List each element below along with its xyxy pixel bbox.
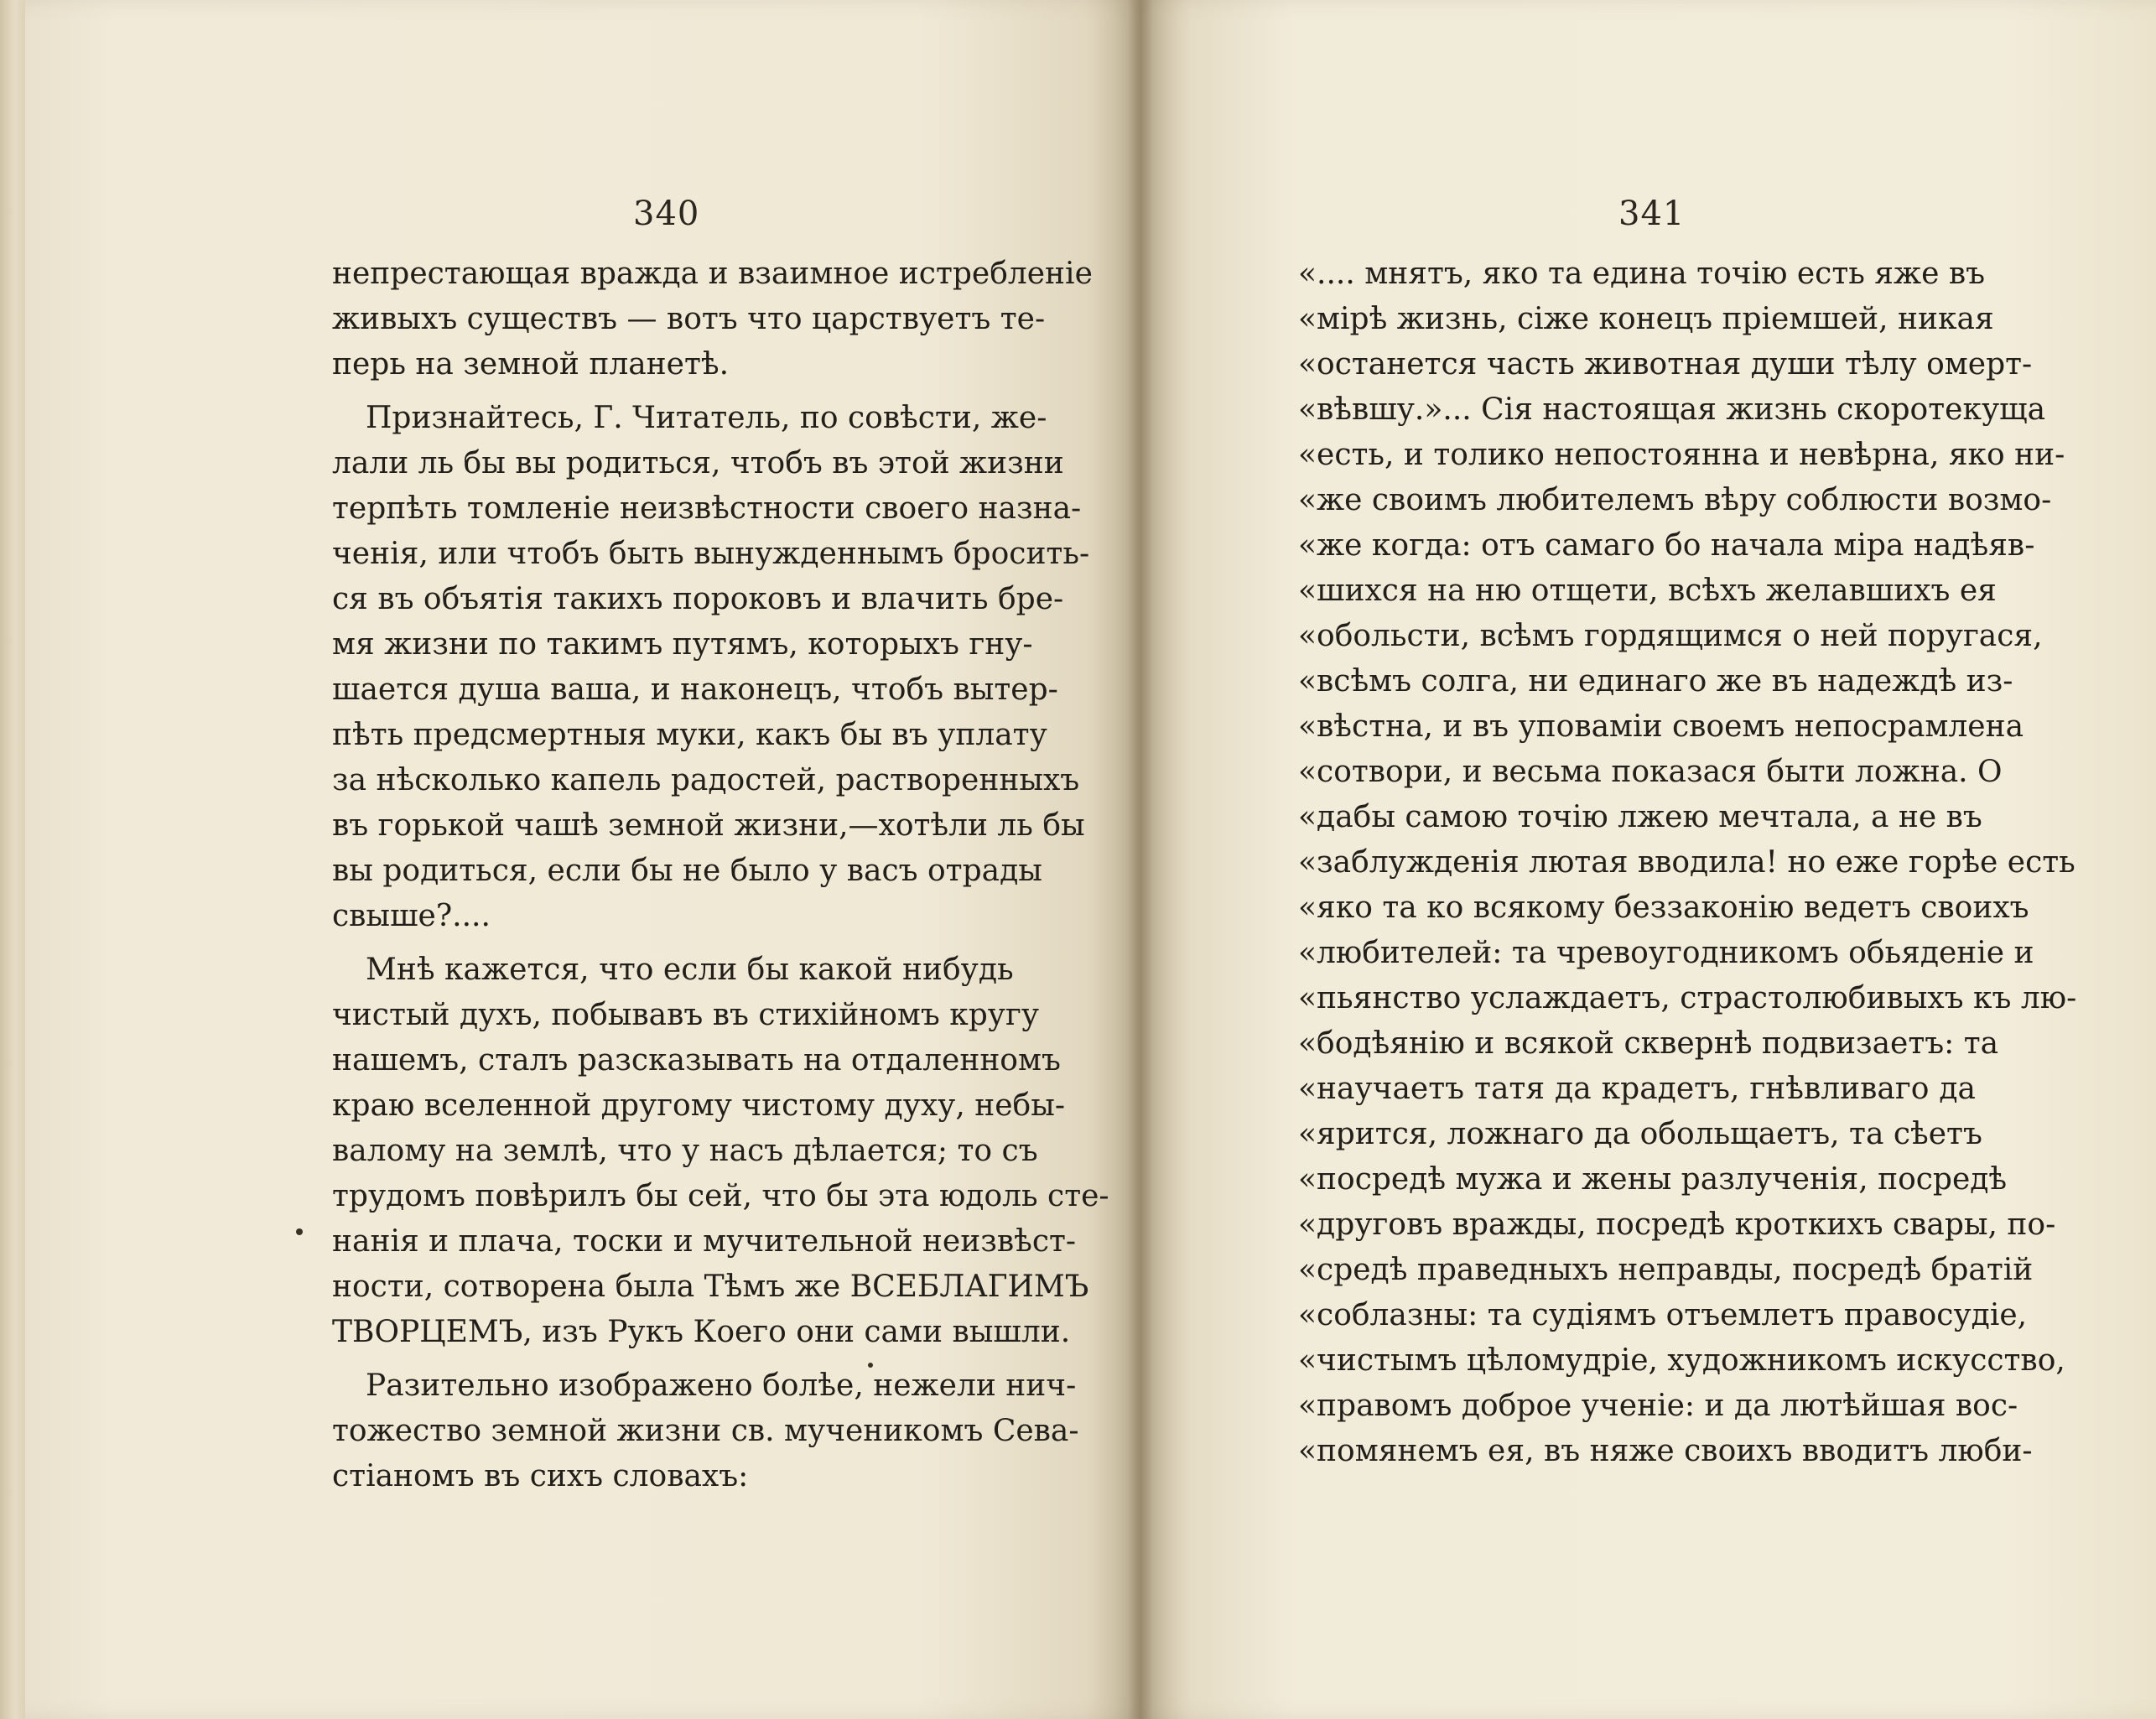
text-line: «научаетъ татя да крадетъ, гнѣвливаго да (1298, 1072, 1976, 1106)
text-line: «помянемъ ея, въ няже своихъ вводитъ люби- (1298, 1434, 2033, 1468)
ink-speck (296, 1228, 303, 1235)
text-line: свыше?.... (332, 899, 491, 933)
text-line: ТВОРЦЕМЪ, изъ Рукъ Коего они сами вышли. (332, 1315, 1071, 1349)
text-line: «же своимъ любителемъ вѣру соблюсти возмо- (1298, 483, 2052, 517)
text-line: «вѣстна, и въ уповаміи своемъ непосрамлена (1298, 709, 2024, 744)
text-line: «друговъ вражды, посредѣ кроткихъ свары, по- (1298, 1207, 2056, 1242)
right-page-number: 341 (1618, 195, 1686, 233)
text-line: ся въ объятія такихъ пороковъ и влачить бре- (332, 582, 1064, 616)
paragraph-gap (332, 1355, 1011, 1363)
text-line: «бодѣянію и всякой сквернѣ подвизаетъ: та (1298, 1026, 1999, 1061)
paragraph-gap (332, 387, 1011, 396)
text-line: краю вселенной другому чистому духу, небы- (332, 1088, 1066, 1123)
text-line: тожество земной жизни св. мученикомъ Сева- (332, 1414, 1079, 1448)
text-line: «сотвори, и весьма показася быти ложна. О (1298, 755, 2003, 789)
text-line: мя жизни по такимъ путямъ, которыхъ гну- (332, 627, 1033, 662)
ink-speck (868, 1363, 873, 1368)
text-line: «соблазны: та судіямъ отъемлетъ правосудіе, (1298, 1298, 2028, 1332)
text-line: «мірѣ жизнь, сіже конецъ пріемшей, никая (1298, 302, 1994, 336)
text-line: «всѣмъ солга, ни единаго же въ надеждѣ из- (1298, 664, 2013, 699)
text-line: нанія и плача, тоски и мучительной неизвѣст- (332, 1224, 1077, 1259)
text-line: ности, сотворена была Тѣмъ же ВСЕБЛАГИМЪ (332, 1270, 1089, 1304)
text-line: «правомъ доброе ученіе: и да лютѣйшая вос- (1298, 1389, 2018, 1423)
left-page-text (332, 252, 1109, 1499)
text-line: «заблужденія лютая вводила! но еже горѣе есть (1298, 845, 2075, 880)
text-line: «есть, и толико непостоянна и невѣрна, яко ни- (1298, 438, 2065, 472)
text-line: «чистымъ цѣломудріе, художникомъ искусство, (1298, 1343, 2065, 1378)
text-line: «средѣ праведныхъ неправды, посредѣ братій (1298, 1253, 2034, 1287)
paragraph-gap (332, 939, 1011, 948)
text-line: нашемъ, сталъ разсказывать на отдаленномъ (332, 1043, 1061, 1078)
text-line: «пьянство услаждаетъ, страстолюбивыхъ къ лю- (1298, 981, 2077, 1015)
text-line: Признайтесь, Г. Читатель, по совѣсти, же- (366, 401, 1047, 435)
book-gutter (1128, 0, 1153, 1719)
left-page (25, 0, 1140, 1719)
text-line: «.... мнятъ, яко та едина точію есть яже въ (1298, 257, 1986, 291)
text-line: непрестающая вражда и взаимное истребленіе (332, 257, 1093, 291)
right-page (1140, 0, 2156, 1719)
text-line: за нѣсколько капель радостей, растворенныхъ (332, 763, 1080, 797)
text-line: «ярится, ложнаго да обольщаетъ, та сѣетъ (1298, 1117, 1982, 1151)
text-line: «шихся на ню отщети, всѣхъ желавшихъ ея (1298, 574, 1997, 608)
text-line: Разительно изображено болѣе, нежели нич- (366, 1368, 1077, 1403)
text-line: терпѣть томленіе неизвѣстности своего назна- (332, 491, 1082, 526)
text-line: живыхъ существъ — вотъ что царствуетъ те- (332, 302, 1046, 336)
text-line: стіаномъ въ сихъ словахъ: (332, 1459, 749, 1493)
text-line: «яко та ко всякому беззаконію ведетъ своихъ (1298, 891, 2029, 925)
text-line: ченія, или чтобъ быть вынужденнымъ бросить- (332, 537, 1090, 571)
text-line: перь на земной планетѣ. (332, 347, 730, 382)
left-page-number: 340 (633, 195, 700, 233)
text-line: пѣть предсмертныя муки, какъ бы въ уплату (332, 718, 1047, 752)
text-line: шается душа ваша, и наконецъ, чтобъ вытер- (332, 673, 1058, 707)
text-line: лали ль бы вы родиться, чтобъ въ этой жизни (332, 446, 1064, 480)
text-line: «дабы самою точію лжею мечтала, а не въ (1298, 800, 1982, 834)
text-line: «любителей: та чревоугодникомъ обьяденіе и (1298, 936, 2034, 970)
text-line: «же когда: отъ самаго бо начала міра надѣяв- (1298, 528, 2035, 563)
text-line: «вѣвшу.»... Сія настоящая жизнь скоротекуща (1298, 392, 2046, 427)
text-line: Мнѣ кажется, что если бы какой нибудь (366, 953, 1014, 987)
text-line: въ горькой чашѣ земной жизни,—хотѣли ль бы (332, 808, 1085, 843)
text-line: трудомъ повѣрилъ бы сей, что бы эта юдоль сте- (332, 1179, 1109, 1213)
text-line: чистый духъ, побывавъ въ стихійномъ кругу (332, 998, 1040, 1032)
text-line: валому на землѣ, что у насъ дѣлается; то съ (332, 1134, 1038, 1168)
right-page-text (1298, 252, 2077, 1474)
text-line: «обольсти, всѣмъ гордящимся о ней поругася, (1298, 619, 2043, 653)
text-line: «посредѣ мужа и жены разлученія, посредѣ (1298, 1162, 2008, 1197)
text-line: «останется часть животная души тѣлу омерт- (1298, 347, 2033, 382)
text-line: вы родиться, если бы не было у васъ отрады (332, 854, 1042, 888)
